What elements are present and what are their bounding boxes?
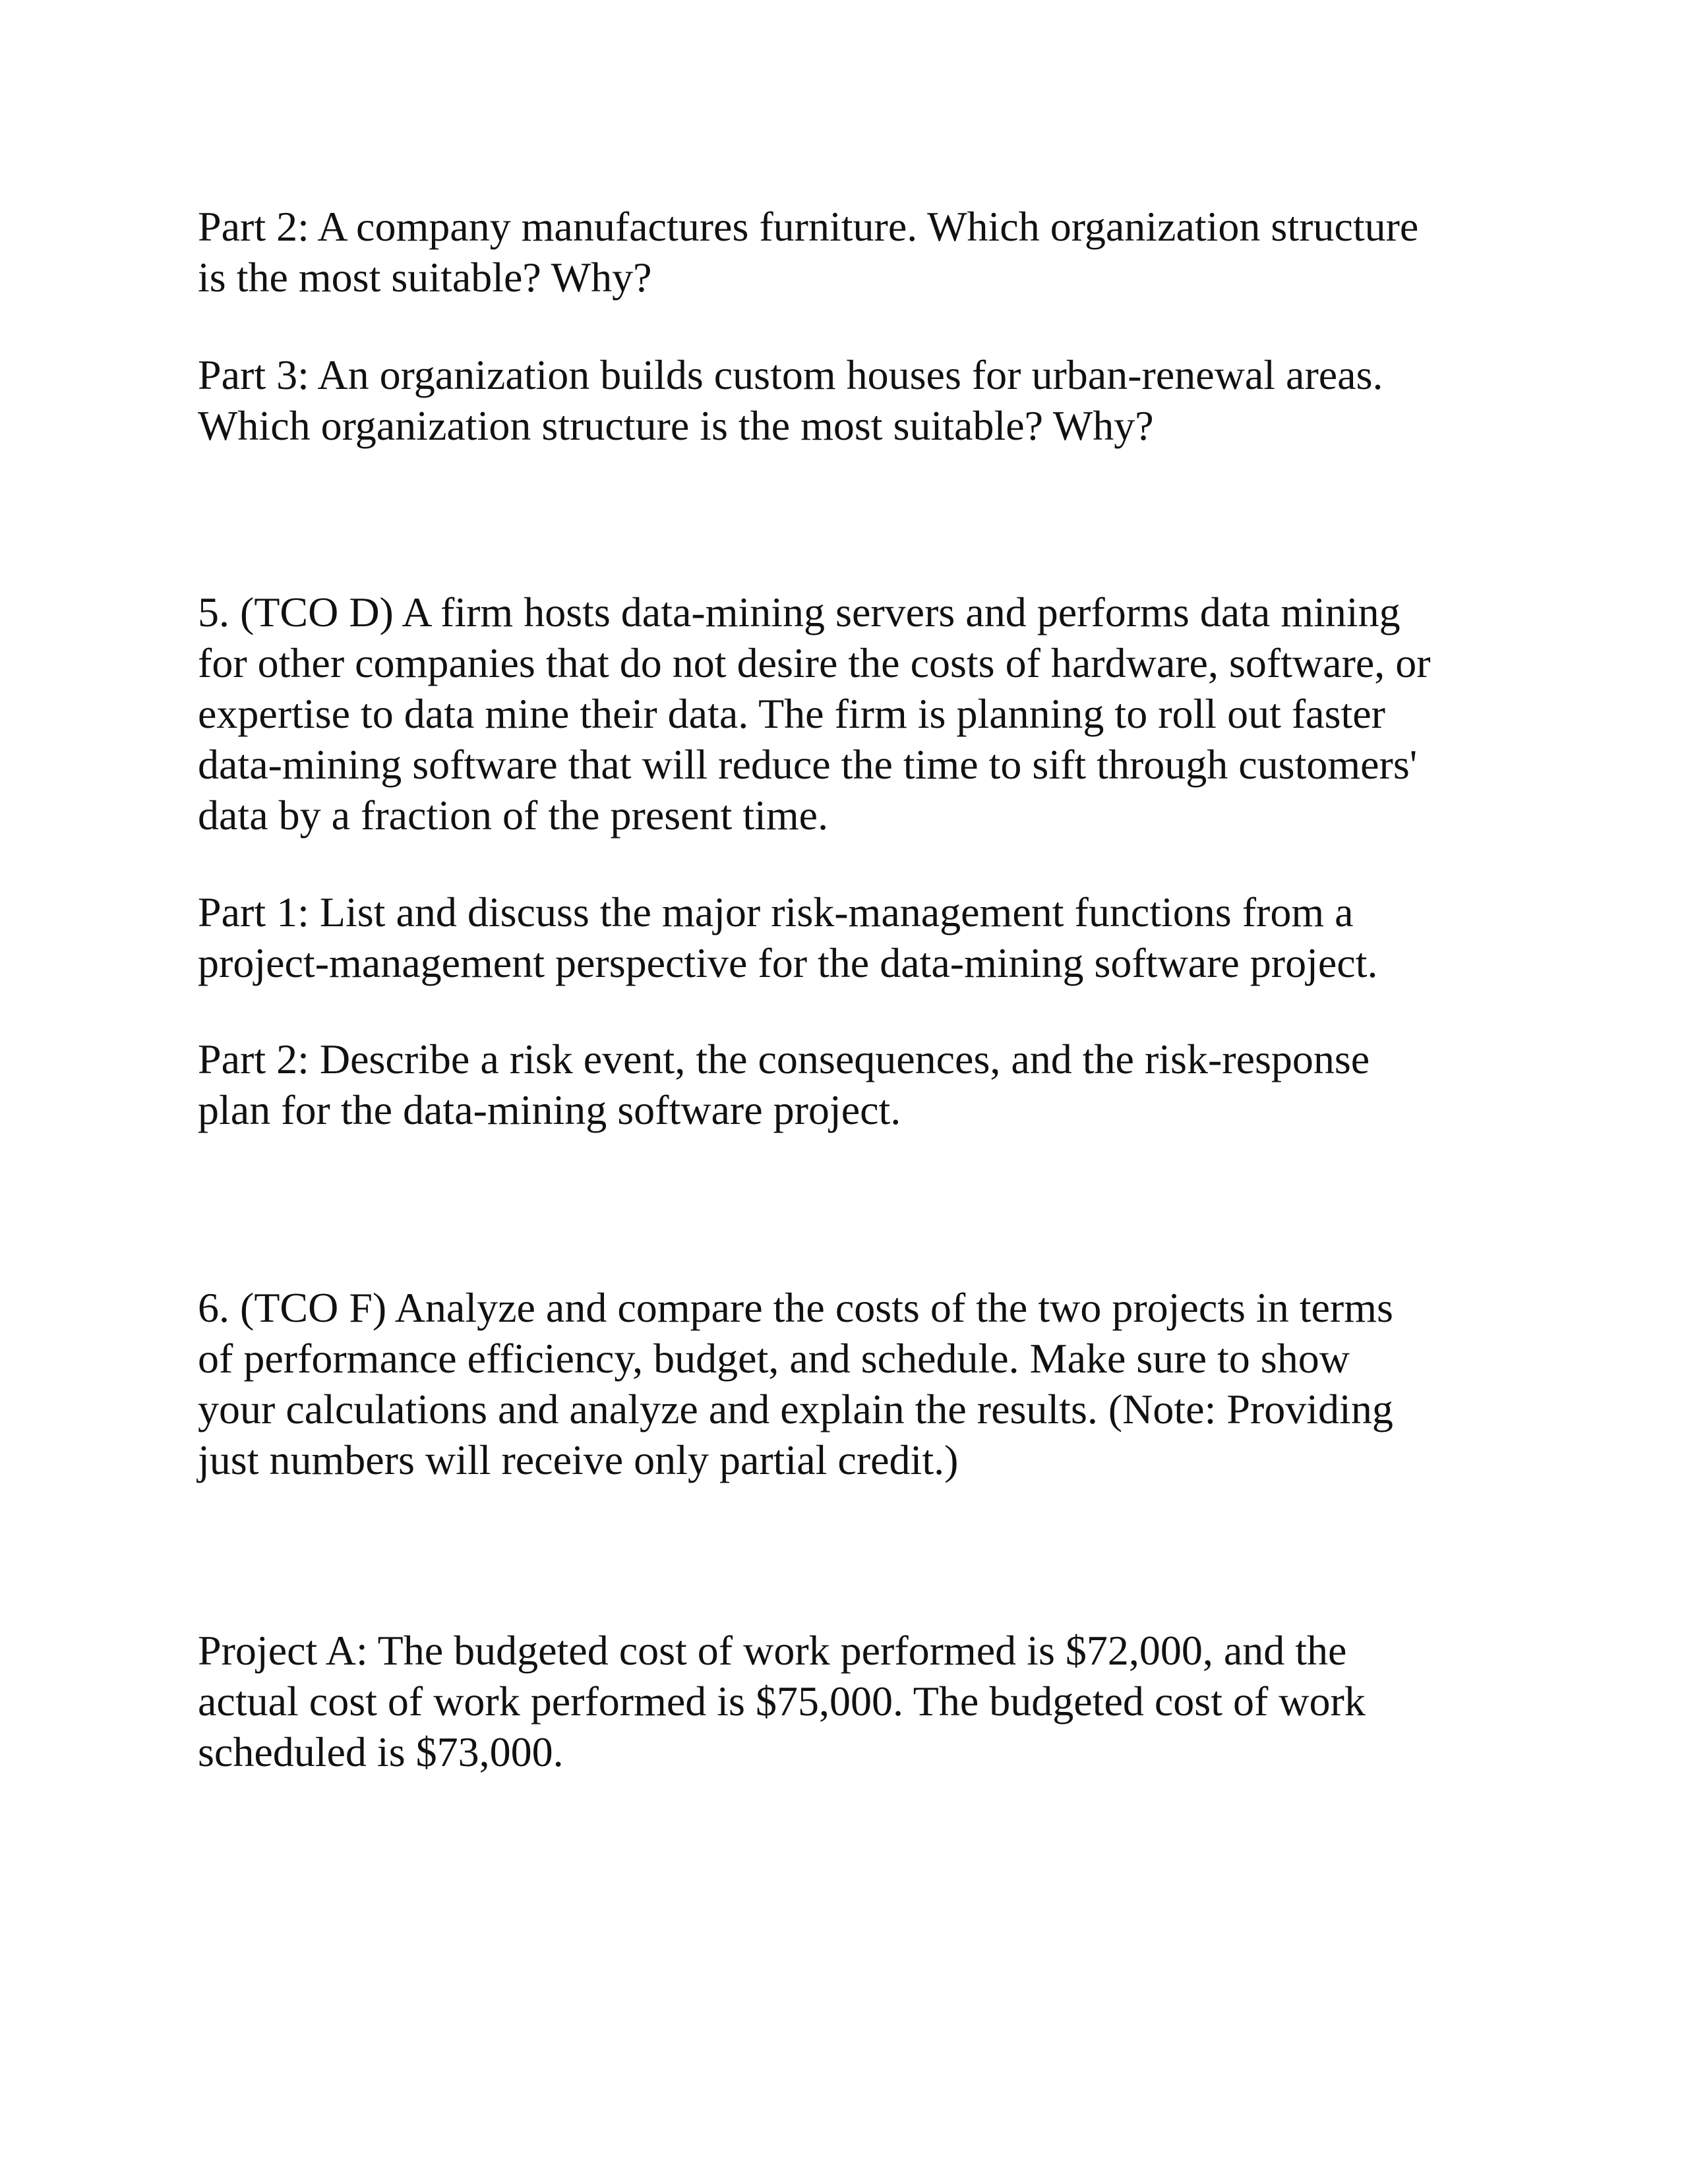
question-6-cost-analysis [198,1282,1556,1485]
part2-risk-event-question [198,1034,1556,1135]
text-line: data by a fraction of the present time. [198,792,829,839]
text-line: Part 3: An organization builds custom houses for urban-renewal areas. [198,351,1383,398]
text-line: project-management perspective for the data-mining software project. [198,939,1378,986]
text-line: plan for the data-mining software project. [198,1086,901,1133]
text-line: of performance efficiency, budget, and schedule. Make sure to show [198,1335,1350,1382]
text-line: scheduled is $73,000. [198,1728,564,1775]
part3-custom-houses-question [198,349,1556,451]
question-5-data-mining [198,587,1556,841]
text-line: 6. (TCO F) Analyze and compare the costs of the two projects in terms [198,1284,1393,1331]
text-line: Project A: The budgeted cost of work performed is $72,000, and the [198,1627,1347,1674]
text-line: expertise to data mine their data. The firm is planning to roll out faster [198,690,1385,737]
part1-risk-management-question [198,887,1556,988]
text-line: your calculations and analyze and explain the results. (Note: Providing [198,1386,1393,1432]
text-line: for other companies that do not desire the costs of hardware, software, or [198,639,1431,686]
text-line: just numbers will receive only partial credit.) [198,1436,959,1483]
text-line: Part 1: List and discuss the major risk-management functions from a [198,889,1354,935]
text-line: data-mining software that will reduce the time to sift through customers' [198,741,1418,788]
project-a-figures [198,1625,1556,1777]
text-line: actual cost of work performed is $75,000. The budgeted cost of work [198,1678,1366,1725]
text-line: Part 2: A company manufactures furniture. Which organization structure [198,203,1419,250]
text-line: is the most suitable? Why? [198,254,652,301]
part2-furniture-question [198,201,1556,303]
text-line: Part 2: Describe a risk event, the consequences, and the risk-response [198,1036,1370,1082]
text-line: 5. (TCO D) A firm hosts data-mining servers and performs data mining [198,589,1401,635]
text-line: Which organization structure is the most suitable? Why? [198,402,1154,449]
